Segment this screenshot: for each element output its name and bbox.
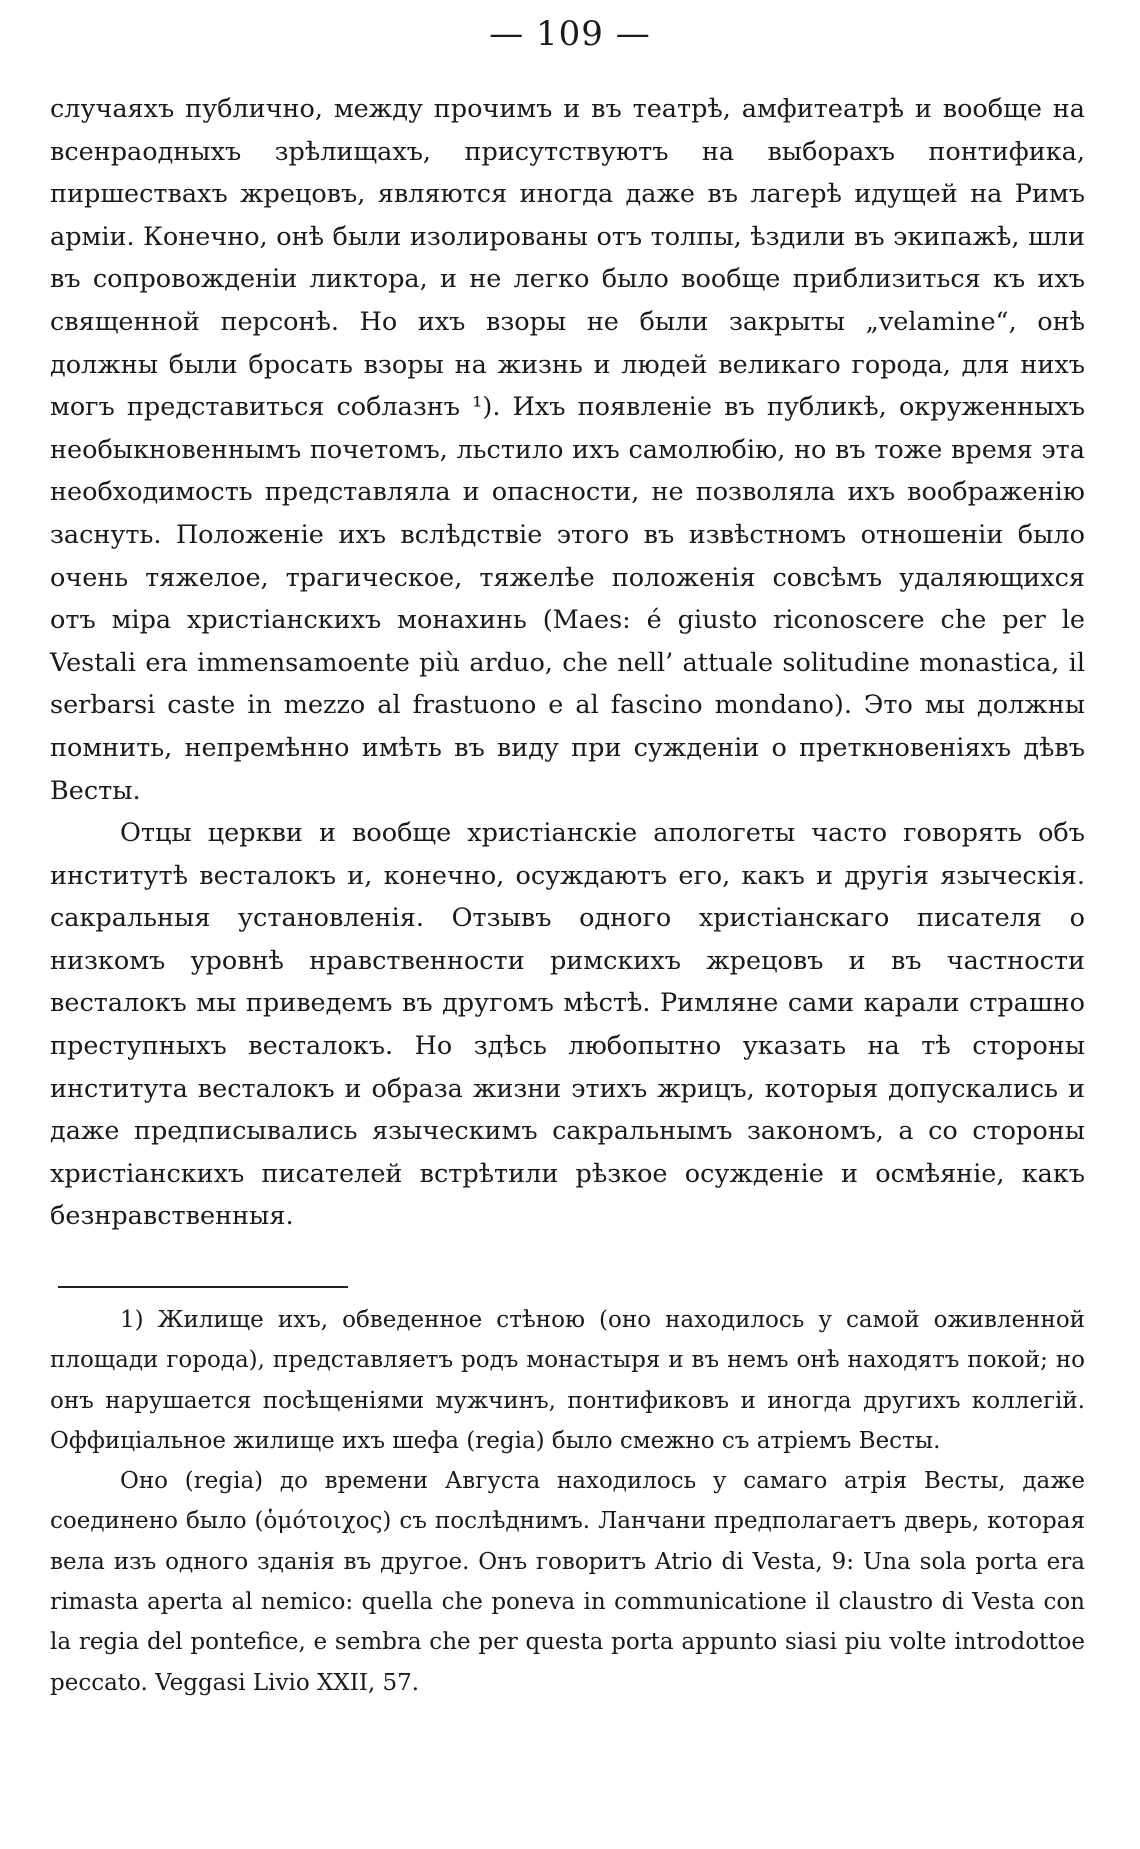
paragraph-2: Отцы церкви и вообще христіанскіе апологеты часто говорять объ институтѣ весталокъ и, конечно, осуждаютъ его, какъ и другія языческія. сакральныя установленія. Отзывъ одного христіанскаго писателя о низкомъ уровнѣ нравственности римскихъ жрецовъ и въ частности весталокъ мы приведемъ въ другомъ мѣстѣ. Римляне сами карали страшно преступныхъ весталокъ. Но здѣсь любопытно указать на тѣ стороны института весталокъ и образа жизни этихъ жрицъ, которыя допускались и даже предписывались языческимъ сакральнымъ закономъ, а со стороны христіанскихъ писателей встрѣтили рѣзкое осужденіе и осмѣяніе, какъ безнравственныя. bbox=[50, 818, 1085, 1232]
main-text bbox=[50, 88, 1085, 1238]
footnote-1-continuation: Оно (regia) до времени Августа находилось у самаго атрія Весты, даже соединено было (ὁμότοιχος) съ послѣднимъ. Ланчани предполагаетъ дверь, которая вела изъ одного зданія въ другое. Онъ говоритъ Atrio di Vesta, 9: Una sola porta era rimasta aperta al nemico: quella che poneva in communicatione il claustro di Vesta con la regia del pontefice, e sembra che per questa porta appunto siasi piu volte introdottoe peccato. Veggasi Livio XXII, 57. bbox=[50, 1468, 1085, 1696]
paragraph-1: случаяхъ публично, между прочимъ и въ театрѣ, амфитеатрѣ и вообще на всенраодныхъ зрѣлищахъ, присутствуютъ на выборахъ понтифика, пиршествахъ жрецовъ, являются иногда даже въ лагерѣ идущей на Римъ арміи. Конечно, онѣ были изолированы отъ толпы, ѣздили въ экипажѣ, шли въ сопровожденіи ликтора, и не легко было вообще приблизиться къ ихъ священной персонѣ. Но ихъ взоры не были закрыты „velamine“, онѣ должны были бросать взоры на жизнь и людей великаго города, для нихъ могъ представиться соблазнъ ¹). Ихъ появленіе въ публикѣ, окруженныхъ необыкновеннымъ почетомъ, льстило ихъ самолюбію, но въ тоже время эта необходимость представляла и опасности, не позволяла ихъ воображенію заснуть. Положеніе ихъ вслѣдствіе этого въ извѣстномъ отношеніи было очень тяжелое, трагическое, тяжелѣе положенія совсѣмъ удаляющихся отъ міра христіанскихъ монахинь (Maes: é giusto riconoscere che per le Vestali era immensamoente più arduo, che nell’ attuale solitudine monastica, il serbarsi caste in mezzo al frastuono e al fascino mondano). Это мы должны помнить, непремѣнно имѣть въ виду при сужденіи о преткновеніяхъ дѣвъ Весты. bbox=[50, 94, 1085, 806]
footnote-divider bbox=[58, 1286, 348, 1288]
footnotes bbox=[50, 1300, 1085, 1703]
footnote-1: 1) Жилище ихъ, обведенное стѣною (оно находилось у самой оживленной площади города), представляетъ родъ монастыря и въ немъ онѣ находятъ покой; но онъ нарушается посѣщеніями мужчинъ, понтификовъ и иногда другихъ коллегій. Оффиціальное жилище ихъ шефа (regia) было смежно съ атріемъ Весты. bbox=[50, 1307, 1085, 1454]
page-number: — 109 — bbox=[489, 14, 651, 54]
